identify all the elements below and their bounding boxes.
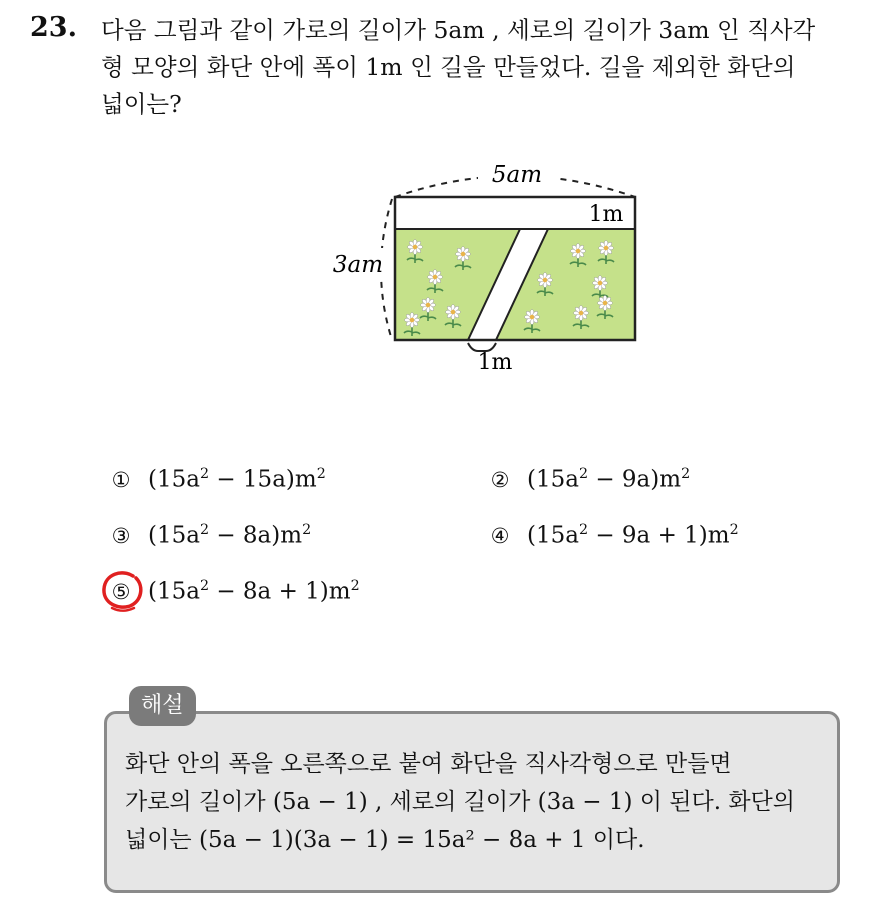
solution-tag: 해설 [129, 686, 196, 726]
choice-2-expr: $(15a^2 - 9a)m^2$ [527, 466, 691, 493]
solution-line-1: 화단 안의 폭을 오른쪽으로 붙여 화단을 직사각형으로 만들면 [125, 751, 732, 777]
top-road-label: 1m [588, 202, 624, 227]
solution-line-2: 가로의 길이가 (5a − 1) , 세로의 길이가 (3a − 1) 이 된다. 화단의 [125, 789, 795, 815]
solution-text [125, 745, 835, 859]
choice-5-expr: $(15a^2 - 8a + 1)m^2$ [148, 578, 360, 605]
question-line-1: 다음 그림과 같이 가로의 길이가 5am , 세로의 길이가 3am 인 직사각 [101, 16, 816, 44]
solution-line-3: 넓이는 (5a − 1)(3a − 1) = 15a² − 8a + 1 이다. [125, 827, 645, 853]
choice-1[interactable] [108, 466, 326, 493]
garden-right [496, 229, 635, 340]
choice-1-expr: $(15a^2 - 15a)m^2$ [148, 466, 326, 493]
choice-1-number: ① [111, 467, 131, 492]
choice-5-number: ⑤ [111, 579, 131, 604]
bottom-road-label: 1m [477, 350, 513, 375]
choice-4-number: ④ [490, 523, 510, 548]
side-dimension-label: 3am [332, 252, 384, 278]
answer-circle-mark [100, 568, 150, 614]
question-number: 23. [30, 12, 77, 43]
choice-4[interactable] [487, 522, 739, 549]
choice-2[interactable] [487, 466, 690, 493]
garden-figure [300, 155, 660, 385]
question-text [101, 12, 871, 123]
question-line-2: 형 모양의 화단 안에 폭이 1m 인 길을 만들었다. 길을 제외한 화단의 [101, 53, 796, 81]
choice-3-expr: $(15a^2 - 8a)m^2$ [148, 522, 312, 549]
choice-2-number: ② [490, 467, 510, 492]
top-dimension-label: 5am [491, 162, 543, 188]
choice-3[interactable] [108, 522, 311, 549]
choice-3-number: ③ [111, 523, 131, 548]
question-line-3: 넓이는? [101, 90, 182, 118]
choice-4-expr: $(15a^2 - 9a + 1)m^2$ [527, 522, 739, 549]
